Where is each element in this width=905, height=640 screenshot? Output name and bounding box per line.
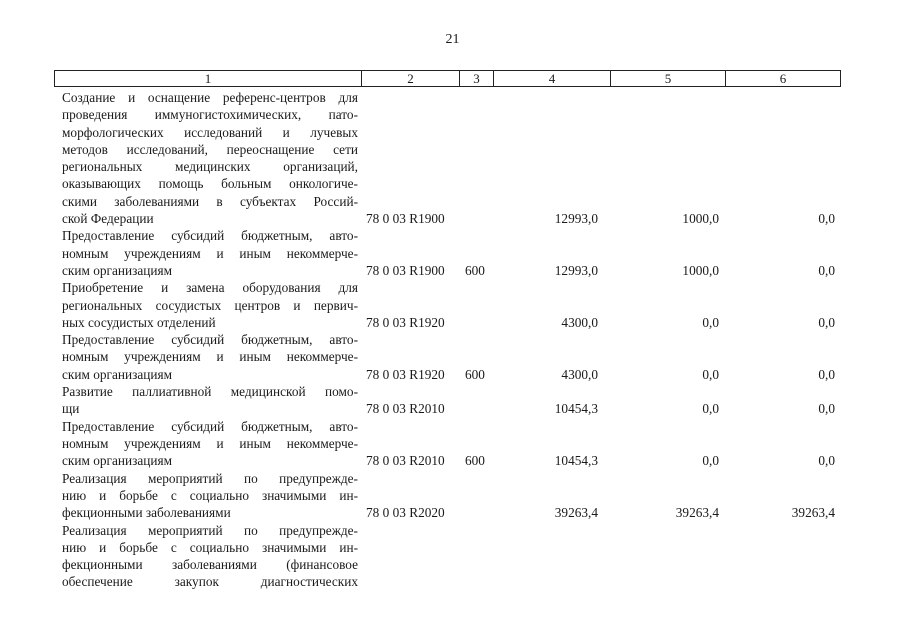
row-description-line: нию и борьбе с социально значимыми ин-	[62, 539, 358, 555]
column-header-2: 2	[362, 71, 460, 87]
amount-column-6: 0,0	[818, 366, 835, 382]
row-description-line: Реализация мероприятий по предупрежде-	[62, 470, 358, 486]
target-article-code: 78 0 03 R2010	[366, 401, 445, 417]
row-description-line: фекционными заболеваниями	[62, 505, 231, 521]
row-description	[62, 470, 358, 522]
expense-type-code: 600	[465, 453, 485, 469]
amount-column-4: 12993,0	[554, 262, 598, 278]
page-number: 21	[445, 32, 460, 47]
amount-column-5: 0,0	[702, 453, 719, 469]
column-header-4: 4	[494, 71, 611, 87]
amount-column-4: 10454,3	[554, 453, 598, 469]
amount-column-5: 0,0	[702, 314, 719, 330]
row-description-line: щи	[62, 401, 80, 417]
amount-column-4: 4300,0	[561, 314, 598, 330]
row-description-line: скими заболеваниями в субъектах Россий-	[62, 193, 358, 209]
row-description-line: Предоставление субсидий бюджетным, авто-	[62, 332, 358, 348]
row-description-line: фекционными заболеваниями (финансовое	[62, 557, 358, 573]
row-description-line: ским организациям	[62, 262, 173, 278]
target-article-code: 78 0 03 R2010	[366, 453, 445, 469]
row-description-line: Приобретение и замена оборудования для	[62, 280, 358, 296]
amount-column-5: 0,0	[702, 401, 719, 417]
target-article-code: 78 0 03 R1920	[366, 314, 445, 330]
row-description-line: номным учреждениям и иным некоммерче-	[62, 435, 358, 451]
row-description	[62, 279, 358, 331]
row-description-line: ской Федерации	[62, 211, 154, 227]
row-description	[62, 89, 358, 227]
target-article-code: 78 0 03 R1900	[366, 262, 445, 278]
row-description-line: ных сосудистых отделений	[62, 314, 216, 330]
row-description-line: Предоставление субсидий бюджетным, авто-	[62, 228, 358, 244]
amount-column-6: 0,0	[818, 401, 835, 417]
row-description-line: номным учреждениям и иным некоммерче-	[62, 349, 358, 365]
amount-column-6: 39263,4	[791, 505, 835, 521]
amount-column-5: 39263,4	[675, 505, 719, 521]
amount-column-4: 4300,0	[561, 366, 598, 382]
column-header-row	[55, 71, 841, 87]
amount-column-6: 0,0	[818, 211, 835, 227]
row-description-line: Создание и оснащение референс-центров для	[62, 90, 358, 105]
amount-column-6: 0,0	[818, 453, 835, 469]
row-description	[62, 331, 358, 383]
row-description	[62, 383, 358, 418]
row-description-line: методов исследований, переоснащение сети	[62, 141, 358, 157]
amount-column-5: 1000,0	[682, 211, 719, 227]
column-header-3: 3	[460, 71, 494, 87]
amount-column-6: 0,0	[818, 262, 835, 278]
amount-column-4: 12993,0	[554, 211, 598, 227]
row-description-line: Развитие паллиативной медицинской помо-	[62, 384, 358, 400]
row-description-line: обеспечение закупок диагностических	[62, 574, 358, 590]
row-description-line: региональных медицинских организаций,	[62, 159, 358, 175]
amount-column-4: 39263,4	[554, 505, 598, 521]
column-header-5: 5	[611, 71, 726, 87]
target-article-code: 78 0 03 R1920	[366, 366, 445, 382]
row-description-line: ским организациям	[62, 453, 173, 469]
row-description-line: морфологических исследований и лучевых	[62, 124, 358, 140]
row-description	[62, 522, 358, 591]
expense-type-code: 600	[465, 262, 485, 278]
column-header-1: 1	[55, 71, 362, 87]
amount-column-6: 0,0	[818, 314, 835, 330]
target-article-code: 78 0 03 R2020	[366, 505, 445, 521]
column-header-table	[54, 70, 841, 87]
amount-column-5: 0,0	[702, 366, 719, 382]
row-description-line: проведения иммуногистохимических, пато-	[62, 107, 358, 123]
row-description	[62, 418, 358, 470]
amount-column-5: 1000,0	[682, 262, 719, 278]
row-description-line: Предоставление субсидий бюджетным, авто-	[62, 418, 358, 434]
row-description-line: региональных сосудистых центров и первич-	[62, 297, 358, 313]
row-description-line: оказывающих помощь больным онкологиче-	[62, 176, 358, 192]
amount-column-4: 10454,3	[554, 401, 598, 417]
expense-type-code: 600	[465, 366, 485, 382]
target-article-code: 78 0 03 R1900	[366, 211, 445, 227]
row-description-line: номным учреждениям и иным некоммерче-	[62, 245, 358, 261]
column-header-6: 6	[726, 71, 841, 87]
row-description-line: нию и борьбе с социально значимыми ин-	[62, 487, 358, 503]
row-description	[62, 227, 358, 279]
row-description-line: ским организациям	[62, 366, 173, 382]
row-description-line: Реализация мероприятий по предупрежде-	[62, 522, 358, 538]
